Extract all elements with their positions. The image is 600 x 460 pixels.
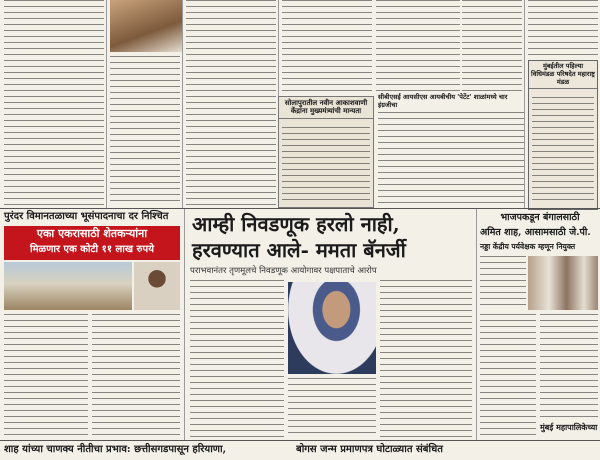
top-col-5 xyxy=(376,0,460,92)
bottom-headline-right: मुंबई महापालिकेच्या xyxy=(540,422,598,432)
farmers-headline-2: मिळणार एक कोटी ११ लाख रुपये xyxy=(29,244,154,255)
bottom-headline-left: शाह यांच्या चाणक्य नीतीचा प्रभाव: छत्तीसगडपासून हरियाणा, xyxy=(4,444,227,455)
mamata-subheadline: पराभवानंतर तृणमूलचे निवडणूक आयोगावर पक्षपाताचे आरोप xyxy=(190,266,377,276)
cm-box-title: सोलापुरातील नवीन आकाशवाणी केंद्रांना मुख्यमंत्र्यांची मान्यता xyxy=(279,97,373,119)
top-col-3 xyxy=(186,0,276,206)
bjp-col-top xyxy=(480,256,526,310)
school-item-body xyxy=(378,112,524,206)
top-col-4 xyxy=(282,0,372,92)
mamata-photo xyxy=(288,282,376,374)
top-col-6 xyxy=(462,0,522,92)
bjp-leaders-photo xyxy=(528,256,598,310)
bjp-kicker: भाजपकडून बंगालसाठी xyxy=(500,212,580,223)
mamata-col-3 xyxy=(380,280,472,438)
top-col-1 xyxy=(4,0,104,206)
purandar-headline: पुरंदर विमानतळाच्या भूसंपादनाचा दर निश्चित xyxy=(4,211,169,222)
airport-land-photo xyxy=(4,262,132,310)
purandar-col-1 xyxy=(4,314,88,438)
mamata-headline-1: आम्ही निवडणूक हरलो नाही, xyxy=(192,212,400,236)
cm-approval-box xyxy=(278,96,374,208)
official-portrait xyxy=(134,262,180,310)
mamata-headline-2: हरवण्यात आले- ममता बॅनर्जी xyxy=(192,238,406,262)
right-box-title: मुंबईतील पहिल्या विधिमंडळ परिषदेत महाराष्ट्र मंडळ xyxy=(529,61,597,89)
top-left-photo xyxy=(110,0,182,52)
top-col-2 xyxy=(110,56,180,206)
mamata-col-1 xyxy=(190,280,284,438)
school-item-headline: सीबीएसई आयसीएस आयबीचीय 'पेटेंट' शाळांमध्ये चार इंग्रजीचा xyxy=(378,93,508,109)
purandar-col-2 xyxy=(92,314,180,438)
bottom-headline-middle: बोगस जन्म प्रमाणपत्र घोटाळ्यात संबंधित xyxy=(296,444,443,455)
bjp-headline-1: अमित शाह, आसामसाठी जे.पी. xyxy=(480,227,591,238)
farmers-band xyxy=(4,226,180,260)
bjp-col-1 xyxy=(480,314,536,438)
mamata-col-2 xyxy=(288,378,376,438)
bjp-headline-2: नड्डा केंद्रीय पर्यवेक्षक म्हणून नियुक्त xyxy=(480,242,576,251)
top-col-7 xyxy=(528,0,598,58)
right-feature-box xyxy=(528,60,598,210)
bjp-col-2 xyxy=(540,314,598,420)
farmers-headline-1: एका एकरासाठी शेतकऱ्यांना xyxy=(36,227,148,240)
